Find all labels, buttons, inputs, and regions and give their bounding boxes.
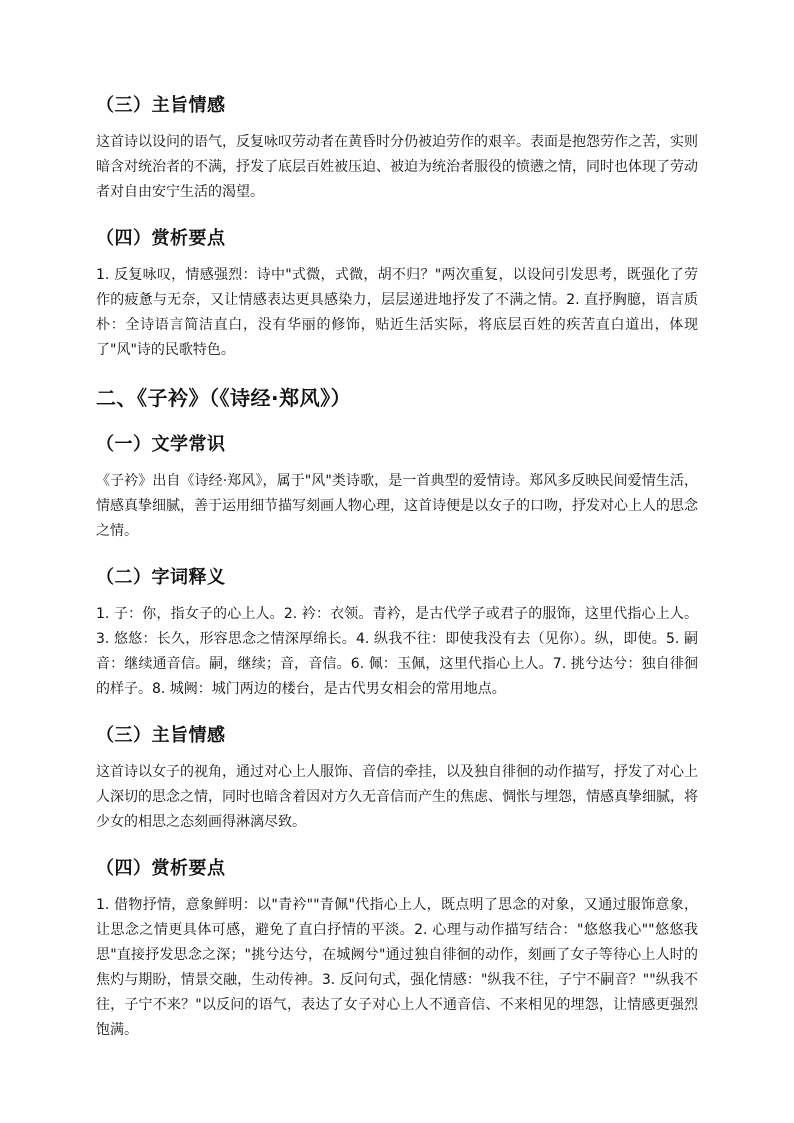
section-body-analysis-2: 1. 借物抒情，意象鲜明：以"青衿""青佩"代指心上人，既点明了思念的对象，又通过服饰意象，让思念之情更具体可感，避免了直白抒情的平淡。2. 心理与动作描写结合："悠悠我心""悠悠我思"直接抒发思念之深；"挑兮达兮，在城阙兮"通过独自徘徊的动作，刻画了女子等待心上人时的焦灼与期盼，情景交融，生动传神。3. 反问句式，强化情感："纵我不往，子宁不嗣音？""纵我不往，子宁不来？"以反问的语气，表达了女子对心上人不通音信、不来相见的埋怨，让情感更强烈饱满。 [96, 897, 698, 1038]
section-heading-theme-1: （三）主旨情感 [96, 95, 226, 116]
section-body-analysis-1: 1. 反复咏叹，情感强烈：诗中"式微，式微，胡不归？"两次重复，以设问引发思考，既强化了劳作的疲惫与无奈，又让情感表达更具感染力，层层递进地抒发了不满之情。2. 直抒胸臆，语言质朴：全诗语言简洁直白，没有华丽的修饰，贴近生活实际，将底层百姓的疾苦直白道出，体现了"风"诗的民歌特色。 [96, 267, 698, 358]
section-body-literary-knowledge: 《子衿》出自《诗经·郑风》，属于"风"类诗歌，是一首典型的爱情诗。郑风多反映民间爱情生活，情感真挚细腻，善于运用细节描写刻画人物心理，这首诗便是以女子的口吻，抒发对心上人的思念之情。 [96, 473, 698, 539]
section-body-theme-2: 这首诗以女子的视角，通过对心上人服饰、音信的牵挂，以及独自徘徊的动作描写，抒发了对心上人深切的思念之情，同时也暗含着因对方久无音信而产生的焦虑、惆怅与埋怨，情感真挚细腻，将少女的相思之态刻画得淋漓尽致。 [96, 764, 698, 830]
part-title-zijin: 二、《子衿》（《诗经·郑风》） [96, 386, 352, 410]
section-heading-analysis-1: （四）赏析要点 [96, 228, 226, 249]
page-content [96, 92, 698, 1063]
section-heading-analysis-2: （四）赏析要点 [96, 858, 226, 879]
section-body-vocabulary: 1. 子：你，指女子的心上人。2. 衿：衣领。青衿，是古代学子或君子的服饰，这里代指心上人。3. 悠悠：长久，形容思念之情深厚绵长。4. 纵我不往：即使我没有去（见你）。纵，即使。5. 嗣音：继续通音信。嗣，继续；音，音信。6. 佩：玉佩，这里代指心上人。7. 挑兮达兮：独自徘徊的样子。8. 城阙：城门两边的楼台，是古代男女相会的常用地点。 [96, 606, 698, 697]
section-heading-literary-knowledge: （一）文学常识 [96, 434, 226, 455]
section-heading-vocabulary: （二）字词释义 [96, 567, 226, 588]
section-body-theme-1: 这首诗以设问的语气，反复咏叹劳动者在黄昏时分仍被迫劳作的艰辛。表面是抱怨劳作之苦，实则暗含对统治者的不满，抒发了底层百姓被压迫、被迫为统治者服役的愤懑之情，同时也体现了劳动者对自由安宁生活的渴望。 [96, 134, 698, 200]
section-heading-theme-2: （三）主旨情感 [96, 725, 226, 746]
